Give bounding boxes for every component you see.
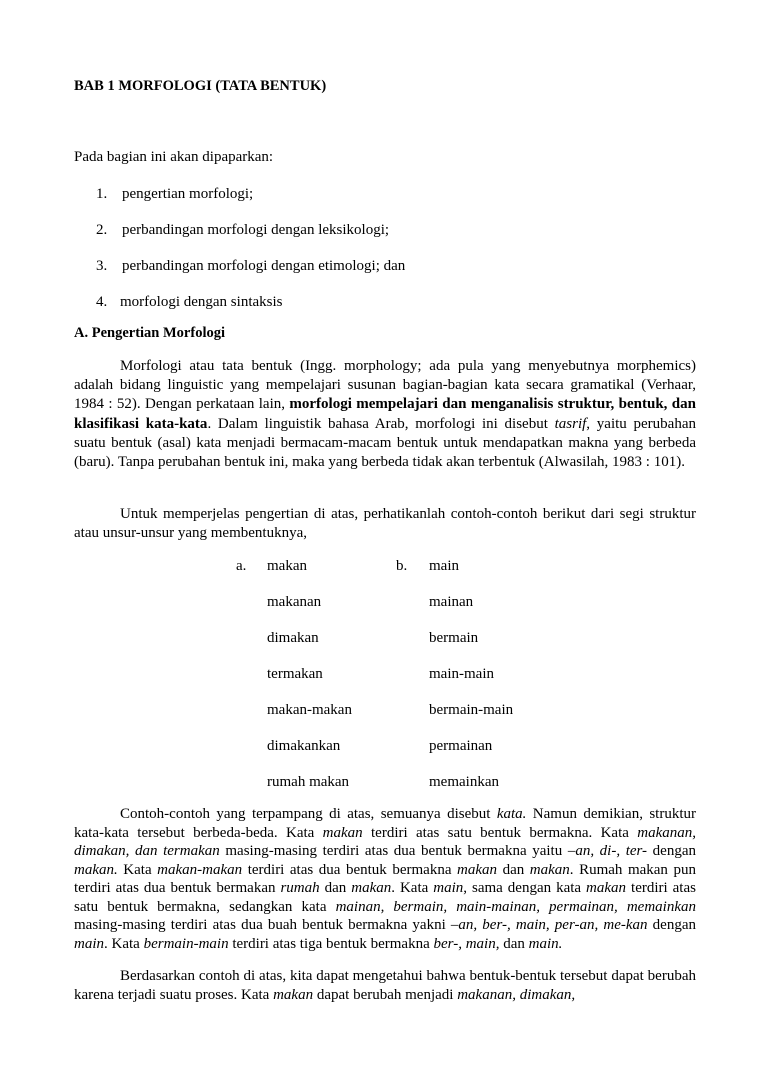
example-word-b: main-main <box>429 666 494 682</box>
list-item <box>96 222 389 239</box>
list-item <box>96 258 405 275</box>
intro-text: Pada bagian ini akan dipaparkan: <box>74 149 274 165</box>
example-word-b: permainan <box>429 738 493 754</box>
example-word-a: termakan <box>267 666 323 682</box>
example-word-b: main <box>429 558 459 574</box>
example-label-b: b. <box>396 558 408 574</box>
example-word-b: mainan <box>429 594 474 610</box>
list-number: 2. <box>96 222 108 238</box>
list-number: 1. <box>96 186 108 202</box>
paragraph-examples-intro: Untuk memperjelas pengertian di atas, perhatikanlah contoh-contoh berikut dari segi struktur atau unsur-unsur yang membentuknya, <box>74 506 696 542</box>
paragraph-definition: Morfologi atau tata bentuk (Ingg. morphology; ada pula yang menyebutnya morphemics) adalah bidang linguistic yang mempelajari susunan bagian-bagian kata secara gramatikal (Verhaar, 1984 : 52). Dengan perkataan lain, morfologi mempelajari dan menganalisis struktur, bentuk, dan klasifikasi kata-kata. Dalam linguistik bahasa Arab, morfologi ini disebut tasrif, yaitu perubahan suatu bentuk (asal) kata menjadi bermacam-macam bentuk untuk mendapatkan makna yang berbeda (baru). Tanpa perubahan bentuk ini, maka yang berbeda tidak akan terbentuk (Alwasilah, 1983 : 101). <box>74 358 696 471</box>
chapter-title: BAB 1 MORFOLOGI (TATA BENTUK) <box>74 78 327 94</box>
example-word-b: memainkan <box>429 774 499 790</box>
list-text: perbandingan morfologi dengan etimologi; dan <box>122 258 406 274</box>
example-word-a: rumah makan <box>267 774 350 790</box>
example-word-a: makan <box>267 558 307 574</box>
example-word-a: makanan <box>267 594 322 610</box>
example-word-a: dimakankan <box>267 738 341 754</box>
bold-definition: morfologi mempelajari dan menganalisis struktur, bentuk, dan klasifikasi kata-kata <box>74 396 696 432</box>
list-text: pengertian morfologi; <box>122 186 254 202</box>
list-item <box>96 294 282 311</box>
list-item <box>96 186 253 203</box>
list-text: morfologi dengan sintaksis <box>120 294 283 310</box>
term-tasrif: tasrif <box>554 415 587 432</box>
list-number: 4. <box>96 294 108 310</box>
paragraph-process: Berdasarkan contoh di atas, kita dapat mengetahui bahwa bentuk-bentuk tersebut dapat berubah karena terjadi suatu proses. Kata makan dapat berubah menjadi makanan, dimakan, <box>74 968 696 1004</box>
list-text: perbandingan morfologi dengan leksikologi; <box>122 222 390 238</box>
section-heading: A. Pengertian Morfologi <box>74 325 226 341</box>
paragraph-analysis: Contoh-contoh yang terpampang di atas, semuanya disebut kata. Namun demikian, struktur kata-kata tersebut berbeda-beda. Kata makan terdiri atas satu bentuk bermakna. Kata makanan, dimakan, dan termakan masing-masing terdiri atas dua bentuk bermakna yaitu –an, di-, ter- dengan makan. Kata makan-makan terdiri atas dua bentuk bermakna makan dan makan. Rumah makan pun terdiri atas dua bentuk bermakan rumah dan makan. Kata main, sama dengan kata makan terdiri atas satu bentuk bermakna, sedangkan kata mainan, bermain, main-mainan, permainan, memainkan masing-masing terdiri atas dua buah bentuk bermakna yakni –an, ber-, main, per-an, me-kan dengan main. Kata bermain-main terdiri atas tiga bentuk bermakna ber-, main, dan main. <box>74 806 697 952</box>
example-word-b: bermain-main <box>429 702 514 718</box>
list-number: 3. <box>96 258 108 274</box>
example-label-a: a. <box>236 558 247 574</box>
example-word-b: bermain <box>429 630 479 646</box>
example-word-a: makan-makan <box>267 702 352 718</box>
example-word-a: dimakan <box>267 630 319 646</box>
